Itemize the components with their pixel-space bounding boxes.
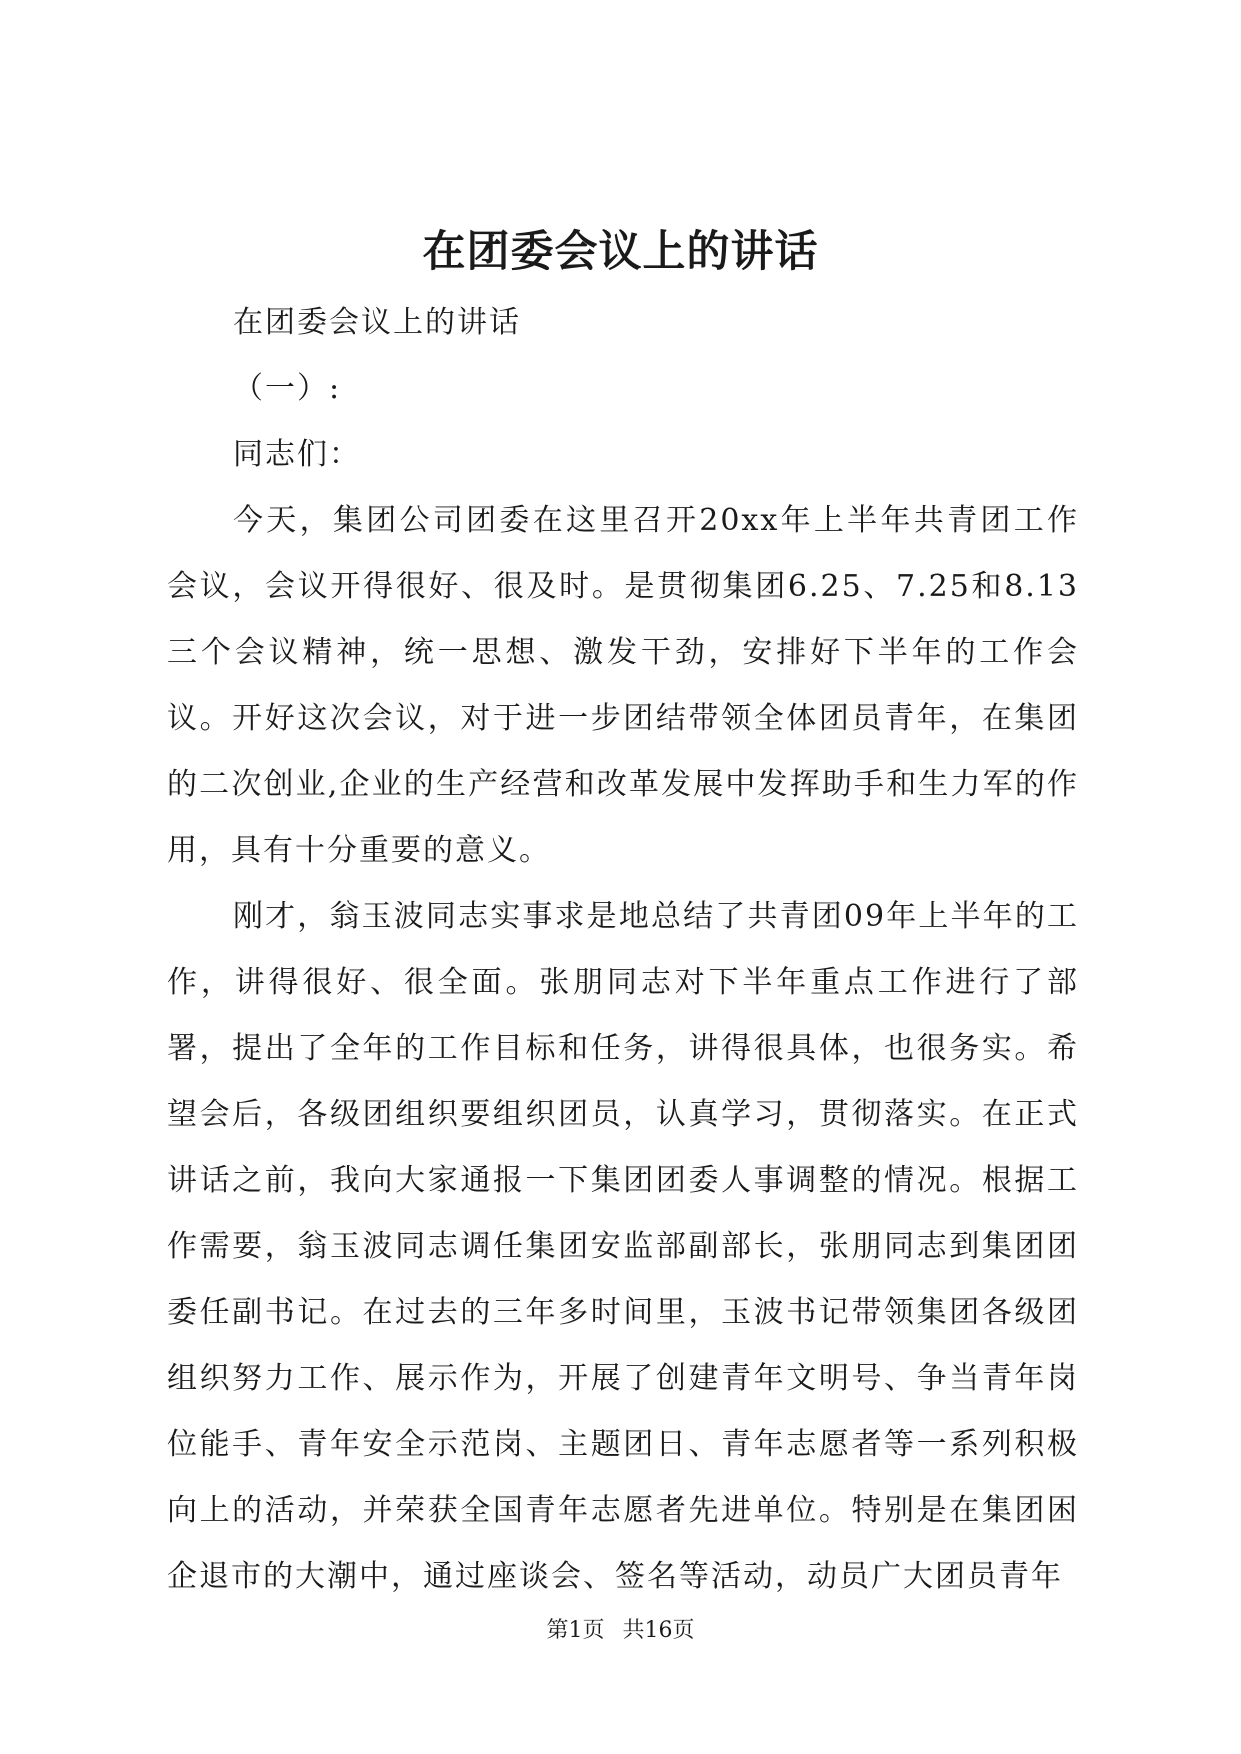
paragraph-body-1: 今天，集团公司团委在这里召开20xx年上半年共青团工作会议，会议开得很好、很及时。是贯彻集团6.25、7.25和8.13三个会议精神，统一思想、激发干劲，安排好下半年的工作会议。开好这次会议，对于进一步团结带领全体团员青年，在集团的二次创业,企业的生产经营和改革发展中发挥助手和生力军的作用，具有十分重要的意义。 <box>167 503 1079 868</box>
paragraph-section-marker: （一）: <box>233 371 342 406</box>
page-footer <box>0 1616 1241 1646</box>
page-number-current: 第1页 <box>546 1618 605 1643</box>
paragraph-body-2: 刚才，翁玉波同志实事求是地总结了共青团09年上半年的工作，讲得很好、很全面。张朋同志对下半年重点工作进行了部署，提出了全年的工作目标和任务，讲得很具体，也很务实。希望会后，各级团组织要组织团员，认真学习，贯彻落实。在正式讲话之前，我向大家通报一下集团团委人事调整的情况。根据工作需要，翁玉波同志调任集团安监部副部长，张朋同志到集团团委任副书记。在过去的三年多时间里，玉波书记带领集团各级团组织努力工作、展示作为，开展了创建青年文明号、争当青年岗位能手、青年安全示范岗、主题团日、青年志愿者等一系列积极向上的活动，并荣获全国青年志愿者先进单位。特别是在集团困企退市的大潮中，通过座谈会、签名等活动，动员广大团员青年 <box>167 899 1079 1594</box>
paragraph-subtitle: 在团委会议上的讲话 <box>233 305 521 340</box>
document-title: 在团委会议上的讲话 <box>422 227 819 277</box>
page-number-total: 共16页 <box>622 1618 695 1643</box>
paragraph-salutation: 同志们： <box>233 437 361 472</box>
document-body <box>167 290 1079 1610</box>
